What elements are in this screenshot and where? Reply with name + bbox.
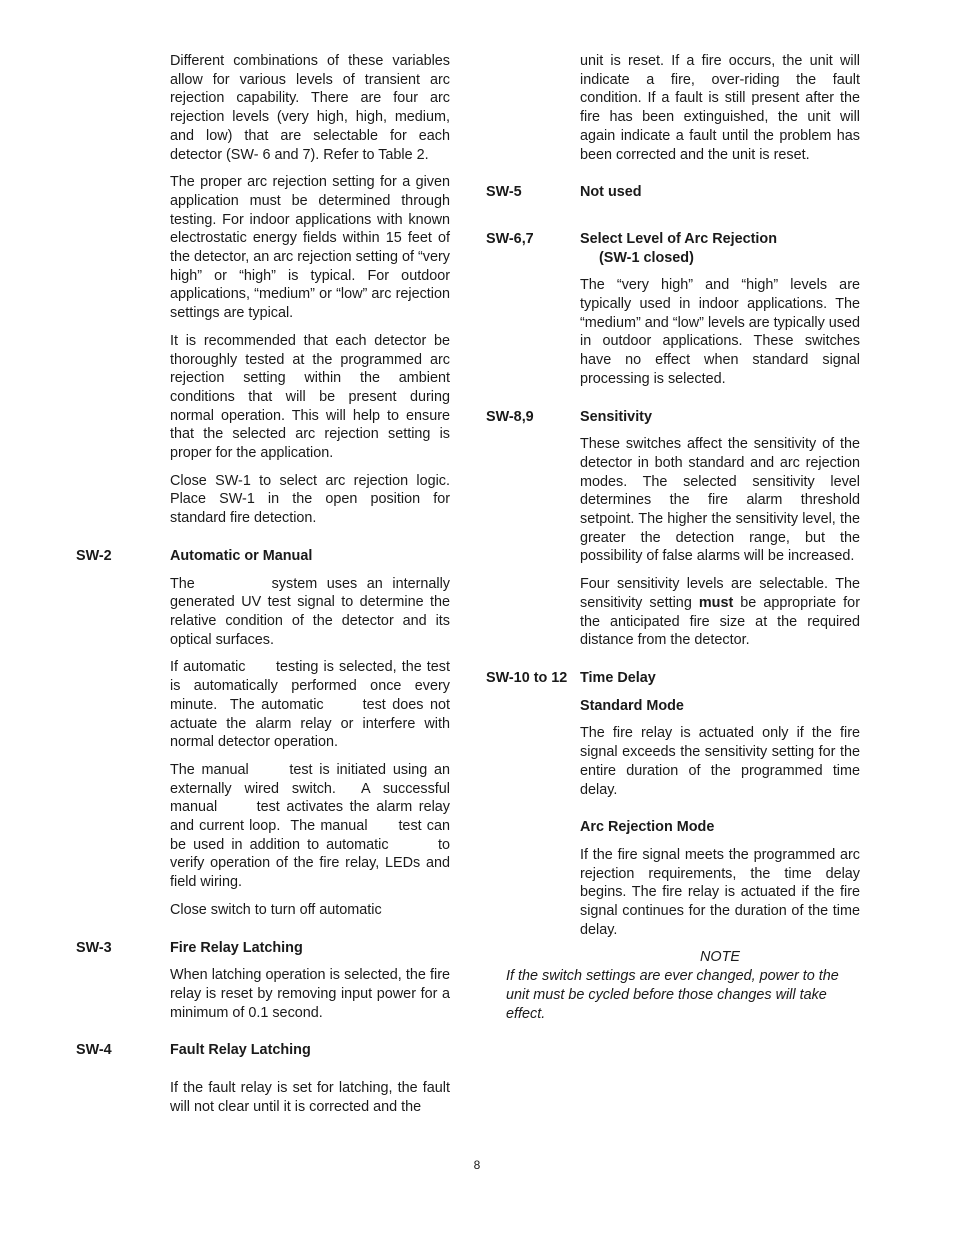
page-number: 8 — [473, 1158, 481, 1172]
text-run: be appropriate for the anticipated fire size at the required distance from the detector. — [580, 594, 860, 649]
right-column — [486, 52, 860, 1023]
standard-mode-heading: Standard Mode — [580, 697, 684, 714]
section-sw2-heading — [76, 547, 450, 566]
section-sw67-heading — [486, 230, 860, 249]
sw4-paragraph-1: If the fault relay is set for latching, the fault will not clear until it is corrected and the — [170, 1080, 450, 1115]
standard-mode-paragraph: The fire relay is actuated only if the fire signal exceeds the sensitivity setting for the entire duration of the programmed time delay. — [580, 725, 860, 798]
sw2-paragraph-4: Close switch to turn off automatic — [170, 901, 382, 918]
arc-rejection-mode-heading: Arc Rejection Mode — [580, 819, 715, 836]
section-code: SW-4 — [76, 1042, 112, 1059]
intro-paragraph-3: It is recommended that each detector be thoroughly tested at the programmed arc rejection setting within the ambient conditions that will be present during normal operation. This will help to ensure that the selected arc rejection setting is proper for the application. — [170, 332, 450, 462]
left-column — [76, 52, 454, 1125]
intro-paragraph-4: Close SW-1 to select arc rejection logic. Place SW-1 in the open position for standard fire detection. — [170, 472, 450, 527]
section-title: Fire Relay Latching — [170, 939, 303, 956]
section-title: Fault Relay Latching — [170, 1042, 311, 1059]
section-title: Sensitivity — [580, 408, 652, 425]
intro-paragraph-1: Different combinations of these variables allow for various levels of transient arc rejection capability. There are four arc rejection levels (very high, high, medium, and low) that are selectable for each detector (SW- 6 and 7). Refer to Table 2. — [170, 53, 450, 163]
sw67-paragraph-1: The “very high” and “high” levels are typically used in indoor applications. The “medium” and “low” levels are typically used in outdoor applications. These switches have no effect when standard signal processing is selected. — [580, 277, 860, 387]
sw2-paragraph-2: If automatic testing is selected, the test is automatically performed once every minute. The automatic test does not actuate the alarm relay or interfere with normal detector operation. — [170, 659, 454, 751]
note-body: If the switch settings are ever changed, power to the unit must be cycled before those changes will take effect. — [506, 968, 839, 1022]
arc-rejection-mode-paragraph: If the fire signal meets the programmed arc rejection requirements, the time delay begins. The fire relay is actuated if the fire signal continues for the duration of the time delay. — [580, 846, 860, 938]
section-sw67-subtitle — [580, 249, 860, 268]
sw3-paragraph-1: When latching operation is selected, the fire relay is reset by removing input power for a minimum of 0.1 second. — [170, 967, 450, 1021]
section-code: SW-8,9 — [486, 408, 534, 425]
section-sw5-heading — [486, 183, 860, 202]
section-code: SW-10 to 12 — [486, 669, 568, 686]
sw2-paragraph-1: The system uses an internally generated UV test signal to determine the relative condition of the detector and its optical surfaces. — [170, 575, 454, 648]
section-code: SW-6,7 — [486, 230, 534, 247]
section-title: Automatic or Manual — [170, 547, 313, 564]
section-code: SW-3 — [76, 939, 112, 956]
section-title: Select Level of Arc Rejection — [580, 230, 778, 247]
intro-paragraph-2: The proper arc rejection setting for a given application must be determined through testing. For indoor applications with known electrostatic energy fields within 15 feet of the detector, an arc rejection setting of “very high” or “high” is typical. For outdoor applications, “medium” or “low” arc rejection settings are typical. — [170, 174, 450, 322]
section-title: Time Delay — [580, 669, 656, 686]
section-sw4-heading — [76, 1041, 450, 1060]
text-run: Four sensitivity levels are selectable. The sensitivity setting — [580, 576, 860, 611]
sw89-paragraph-1: These switches affect the sensitivity of the detector in both standard and arc rejection modes. The selected sensitivity level determines the fire alarm threshold setpoint. The higher the sensitivity level, the greater the detection range, but the possibility of false alarms will be increased. — [580, 436, 860, 565]
note-heading: NOTE — [700, 949, 740, 966]
sw4-continued-paragraph: unit is reset. If a fire occurs, the unit will indicate a fire, over-riding the fault condition. If a fault is still present after the fire has been extinguished, the unit will again indicate a fault until the problem has been corrected and the unit is reset. — [580, 53, 860, 163]
section-sw3-heading — [76, 939, 450, 958]
emphasis-must: must — [698, 594, 734, 611]
subtitle-text: (SW-1 closed) — [599, 249, 694, 266]
section-sw89-heading — [486, 408, 860, 427]
sw89-paragraph-2 — [580, 575, 860, 650]
section-title: Not used — [580, 184, 642, 201]
sw2-paragraph-3: The manual test is initiated using an externally wired switch. A successful manual test activates the alarm relay and current loop. The manual test can be used in addition to automatic to verify operation of the fire relay, LEDs and field wiring. — [170, 761, 454, 891]
section-sw1012-heading — [486, 669, 860, 688]
section-code: SW-2 — [76, 547, 112, 564]
section-code: SW-5 — [486, 184, 522, 201]
